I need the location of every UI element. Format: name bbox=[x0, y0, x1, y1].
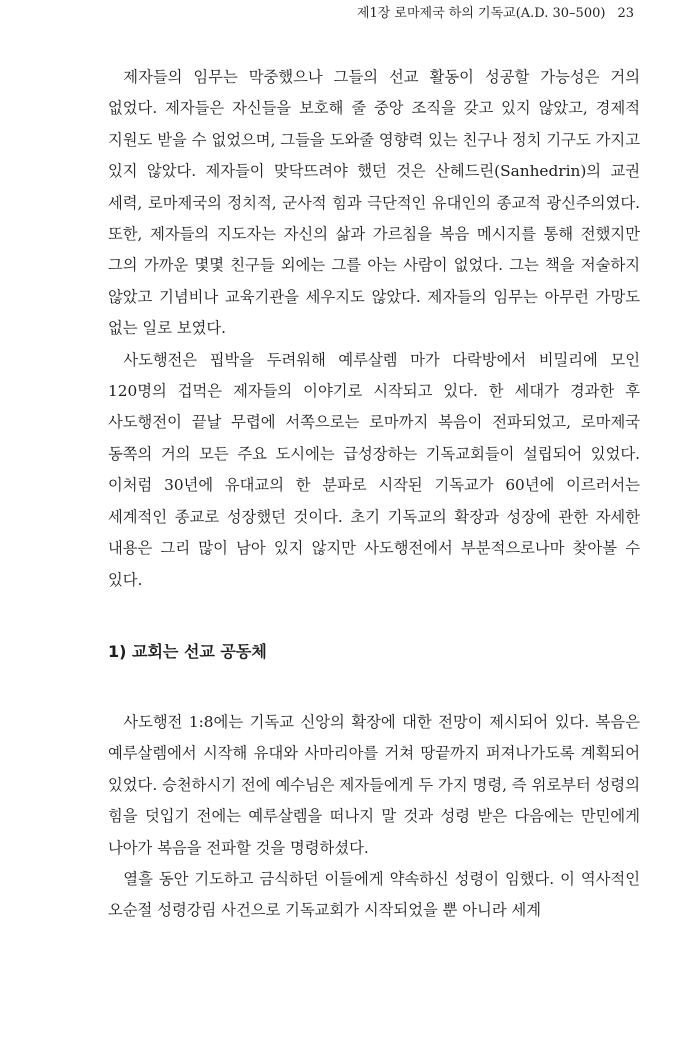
paragraph: 제자들의 임무는 막중했으나 그들의 선교 활동이 성공할 가능성은 거의 없었다. 제자들은 자신들을 보호해 줄 중앙 조직을 갖고 있지 않았고, 경제적 지원도 받을 수 없었으며, 그들을 도와줄 영향력 있는 친구나 정치 기구도 가지고 있지 않았다. 제자들이 맞닥뜨려야 했던 것은 산헤드린(Sanhedrin)의 교권 세력, 로마제국의 정치적, 군사적 힘과 극단적인 유대인의 종교적 광신주의였다. 또한, 제자들의 지도자는 자신의 삶과 가르침을 복음 메시지를 통해 전했지만 그의 가까운 몇몇 친구들 외에는 그를 아는 사람이 없었다. 그는 책을 저술하지 않았고 기념비나 교육기관을 세우지도 않았다. 제자들의 임무는 아무런 가망도 없는 일로 보였다. bbox=[108, 68, 640, 338]
chapter-title: 제1장 로마제국 하의 기독교(A.D. 30–500) bbox=[356, 6, 606, 21]
section-heading: 1) 교회는 선교 공동체 bbox=[108, 641, 267, 661]
running-header bbox=[357, 6, 634, 22]
paragraph: 열흘 동안 기도하고 금식하던 이들에게 약속하신 성령이 임했다. 이 역사적인 오순절 성령강림 사건으로 기독교회가 시작되었을 뿐 아니라 세계 bbox=[108, 869, 640, 920]
paragraph: 사도행전 1:8에는 기독교 신앙의 확장에 대한 전망이 제시되어 있다. 복음은 예루살렘에서 시작해 유대와 사마리아를 거쳐 땅끝까지 퍼져나가도록 계획되어 있었다. 승천하시기 전에 예수님은 제자들에게 두 가지 명령, 즉 위로부터 성령의 힘을 덧입기 전에는 예루살렘을 떠나지 말 것과 성령 받은 다음에는 만민에게 나아가 복음을 전파할 것을 명령하셨다. bbox=[108, 712, 640, 857]
body-text bbox=[108, 62, 640, 927]
paragraph: 사도행전은 핍박을 두려워해 예루살렘 마가 다락방에서 비밀리에 모인 120명의 겁먹은 제자들의 이야기로 시작되고 있다. 한 세대가 경과한 후 사도행전이 끝날 무렵에 서쪽으로는 로마까지 복음이 전파되었고, 로마제국 동쪽의 거의 모든 주요 도시에는 급성장하는 기독교회들이 설립되어 있었다. 이처럼 30년에 유대교의 한 분파로 시작된 기독교가 60년에 이르러서는 세계적인 종교로 성장했던 것이다. 초기 기독교의 확장과 성장에 관한 자세한 내용은 그리 많이 남아 있지 않지만 사도행전에서 부분적으로나마 찾아볼 수 있다. bbox=[108, 350, 640, 589]
page-number: 23 bbox=[617, 6, 634, 21]
